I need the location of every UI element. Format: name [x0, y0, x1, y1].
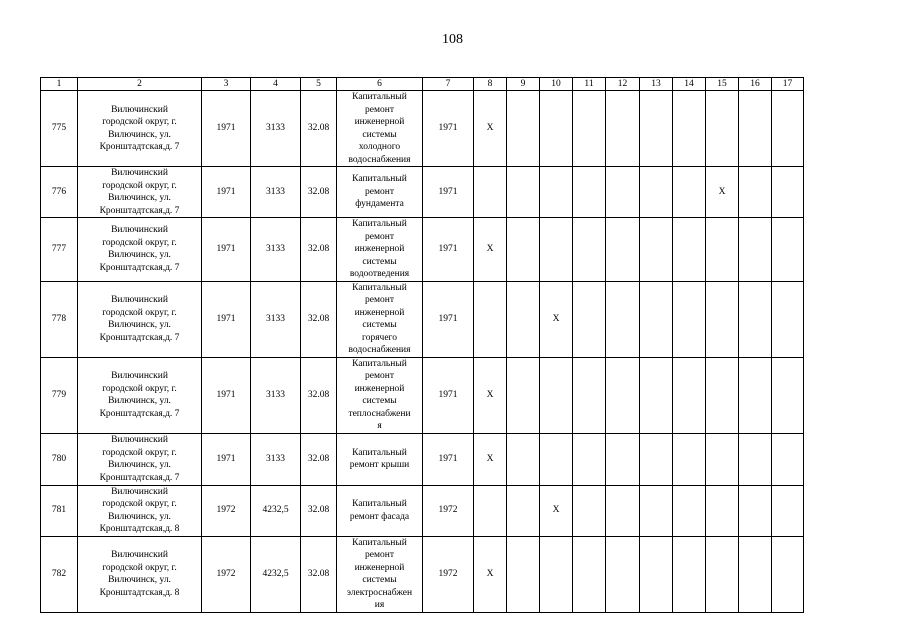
build-year-cell: 1971	[202, 357, 251, 433]
row-number-cell: 776	[41, 167, 78, 218]
table-header-row	[41, 78, 804, 91]
build-year-cell: 1972	[202, 485, 251, 536]
col12-cell	[606, 167, 640, 218]
col9-cell	[507, 433, 540, 485]
column-header-5: 5	[301, 78, 337, 91]
row-number-cell: 777	[41, 218, 78, 282]
address-cell: Вилючинский городской округ, г. Вилючинск, ул. Кронштадтская,д. 7	[78, 357, 202, 433]
area-cell: 4232,5	[251, 536, 301, 612]
col9-cell	[507, 485, 540, 536]
col11-cell	[573, 485, 606, 536]
col12-cell	[606, 91, 640, 167]
column-header-16: 16	[739, 78, 772, 91]
col15-cell	[706, 485, 739, 536]
col17-cell	[772, 357, 804, 433]
col13-cell	[640, 167, 673, 218]
work-type-cell: Капитальный ремонт инженерной системы горячего водоснабжения	[337, 281, 423, 357]
col9-cell	[507, 357, 540, 433]
table-row	[41, 433, 804, 485]
col10-cell	[540, 167, 573, 218]
col11-cell	[573, 433, 606, 485]
table-row	[41, 281, 804, 357]
col13-cell	[640, 281, 673, 357]
row-number-cell: 781	[41, 485, 78, 536]
row-number-cell: 780	[41, 433, 78, 485]
column-header-12: 12	[606, 78, 640, 91]
plan-year-cell: 1971	[423, 433, 474, 485]
col17-cell	[772, 536, 804, 612]
area-cell: 3133	[251, 218, 301, 282]
address-cell: Вилючинский городской округ, г. Вилючинск, ул. Кронштадтская,д. 8	[78, 536, 202, 612]
col17-cell	[772, 91, 804, 167]
area-cell: 3133	[251, 357, 301, 433]
plan-year-cell: 1972	[423, 485, 474, 536]
col8-cell	[474, 167, 507, 218]
col13-cell	[640, 536, 673, 612]
col10-cell: X	[540, 485, 573, 536]
address-cell: Вилючинский городской округ, г. Вилючинск, ул. Кронштадтская,д. 8	[78, 485, 202, 536]
area-cell: 3133	[251, 281, 301, 357]
col15-cell	[706, 357, 739, 433]
plan-year-cell: 1971	[423, 167, 474, 218]
build-year-cell: 1971	[202, 433, 251, 485]
code-cell: 32.08	[301, 433, 337, 485]
area-cell: 4232,5	[251, 485, 301, 536]
col14-cell	[673, 485, 706, 536]
col8-cell: X	[474, 357, 507, 433]
page-number: 108	[442, 32, 463, 47]
row-number-cell: 778	[41, 281, 78, 357]
col16-cell	[739, 218, 772, 282]
work-type-cell: Капитальный ремонт инженерной системы теплоснабжени я	[337, 357, 423, 433]
col14-cell	[673, 91, 706, 167]
col12-cell	[606, 536, 640, 612]
code-cell: 32.08	[301, 91, 337, 167]
col12-cell	[606, 281, 640, 357]
column-header-15: 15	[706, 78, 739, 91]
col14-cell	[673, 536, 706, 612]
col15-cell	[706, 91, 739, 167]
repair-schedule-table	[40, 77, 804, 613]
plan-year-cell: 1971	[423, 218, 474, 282]
col16-cell	[739, 536, 772, 612]
col15-cell	[706, 281, 739, 357]
column-header-3: 3	[202, 78, 251, 91]
table-row	[41, 536, 804, 612]
code-cell: 32.08	[301, 536, 337, 612]
table-row	[41, 357, 804, 433]
col9-cell	[507, 281, 540, 357]
col16-cell	[739, 167, 772, 218]
col16-cell	[739, 485, 772, 536]
col9-cell	[507, 167, 540, 218]
col16-cell	[739, 357, 772, 433]
col13-cell	[640, 218, 673, 282]
col9-cell	[507, 91, 540, 167]
work-type-cell: Капитальный ремонт фундамента	[337, 167, 423, 218]
column-header-14: 14	[673, 78, 706, 91]
col14-cell	[673, 357, 706, 433]
col8-cell: X	[474, 433, 507, 485]
col13-cell	[640, 433, 673, 485]
col9-cell	[507, 218, 540, 282]
code-cell: 32.08	[301, 357, 337, 433]
col11-cell	[573, 357, 606, 433]
plan-year-cell: 1972	[423, 536, 474, 612]
col11-cell	[573, 536, 606, 612]
col9-cell	[507, 536, 540, 612]
col10-cell	[540, 91, 573, 167]
col10-cell	[540, 218, 573, 282]
col8-cell	[474, 281, 507, 357]
col10-cell	[540, 536, 573, 612]
col8-cell: X	[474, 536, 507, 612]
address-cell: Вилючинский городской округ, г. Вилючинск, ул. Кронштадтская,д. 7	[78, 281, 202, 357]
work-type-cell: Капитальный ремонт фасада	[337, 485, 423, 536]
col17-cell	[772, 485, 804, 536]
col8-cell: X	[474, 218, 507, 282]
row-number-cell: 775	[41, 91, 78, 167]
col15-cell	[706, 433, 739, 485]
col14-cell	[673, 167, 706, 218]
col10-cell	[540, 357, 573, 433]
plan-year-cell: 1971	[423, 357, 474, 433]
table-body	[41, 78, 804, 613]
column-header-6: 6	[337, 78, 423, 91]
col12-cell	[606, 357, 640, 433]
column-header-10: 10	[540, 78, 573, 91]
col17-cell	[772, 281, 804, 357]
col11-cell	[573, 218, 606, 282]
column-header-13: 13	[640, 78, 673, 91]
area-cell: 3133	[251, 167, 301, 218]
col16-cell	[739, 91, 772, 167]
row-number-cell: 779	[41, 357, 78, 433]
address-cell: Вилючинский городской округ, г. Вилючинск, ул. Кронштадтская,д. 7	[78, 91, 202, 167]
address-cell: Вилючинский городской округ, г. Вилючинск, ул. Кронштадтская,д. 7	[78, 433, 202, 485]
area-cell: 3133	[251, 433, 301, 485]
col12-cell	[606, 485, 640, 536]
table-row	[41, 91, 804, 167]
work-type-cell: Капитальный ремонт инженерной системы холодного водоснабжения	[337, 91, 423, 167]
column-header-4: 4	[251, 78, 301, 91]
col17-cell	[772, 218, 804, 282]
build-year-cell: 1971	[202, 218, 251, 282]
code-cell: 32.08	[301, 167, 337, 218]
table-row	[41, 485, 804, 536]
table-row	[41, 218, 804, 282]
col15-cell	[706, 536, 739, 612]
col16-cell	[739, 281, 772, 357]
col10-cell	[540, 433, 573, 485]
work-type-cell: Капитальный ремонт инженерной системы водоотведения	[337, 218, 423, 282]
col16-cell	[739, 433, 772, 485]
col8-cell	[474, 485, 507, 536]
build-year-cell: 1971	[202, 281, 251, 357]
row-number-cell: 782	[41, 536, 78, 612]
col13-cell	[640, 357, 673, 433]
column-header-9: 9	[507, 78, 540, 91]
address-cell: Вилючинский городской округ, г. Вилючинск, ул. Кронштадтская,д. 7	[78, 167, 202, 218]
column-header-2: 2	[78, 78, 202, 91]
column-header-17: 17	[772, 78, 804, 91]
code-cell: 32.08	[301, 281, 337, 357]
work-type-cell: Капитальный ремонт инженерной системы электроснабжен ия	[337, 536, 423, 612]
plan-year-cell: 1971	[423, 281, 474, 357]
plan-year-cell: 1971	[423, 91, 474, 167]
work-type-cell: Капитальный ремонт крыши	[337, 433, 423, 485]
area-cell: 3133	[251, 91, 301, 167]
col15-cell: X	[706, 167, 739, 218]
column-header-11: 11	[573, 78, 606, 91]
col17-cell	[772, 433, 804, 485]
col13-cell	[640, 485, 673, 536]
column-header-7: 7	[423, 78, 474, 91]
build-year-cell: 1971	[202, 167, 251, 218]
col8-cell: X	[474, 91, 507, 167]
code-cell: 32.08	[301, 218, 337, 282]
col13-cell	[640, 91, 673, 167]
col10-cell: X	[540, 281, 573, 357]
col14-cell	[673, 218, 706, 282]
col11-cell	[573, 91, 606, 167]
col11-cell	[573, 281, 606, 357]
col11-cell	[573, 167, 606, 218]
col15-cell	[706, 218, 739, 282]
build-year-cell: 1972	[202, 536, 251, 612]
address-cell: Вилючинский городской округ, г. Вилючинск, ул. Кронштадтская,д. 7	[78, 218, 202, 282]
column-header-8: 8	[474, 78, 507, 91]
table-row	[41, 167, 804, 218]
col12-cell	[606, 433, 640, 485]
column-header-1: 1	[41, 78, 78, 91]
col17-cell	[772, 167, 804, 218]
build-year-cell: 1971	[202, 91, 251, 167]
col14-cell	[673, 281, 706, 357]
code-cell: 32.08	[301, 485, 337, 536]
col12-cell	[606, 218, 640, 282]
col14-cell	[673, 433, 706, 485]
